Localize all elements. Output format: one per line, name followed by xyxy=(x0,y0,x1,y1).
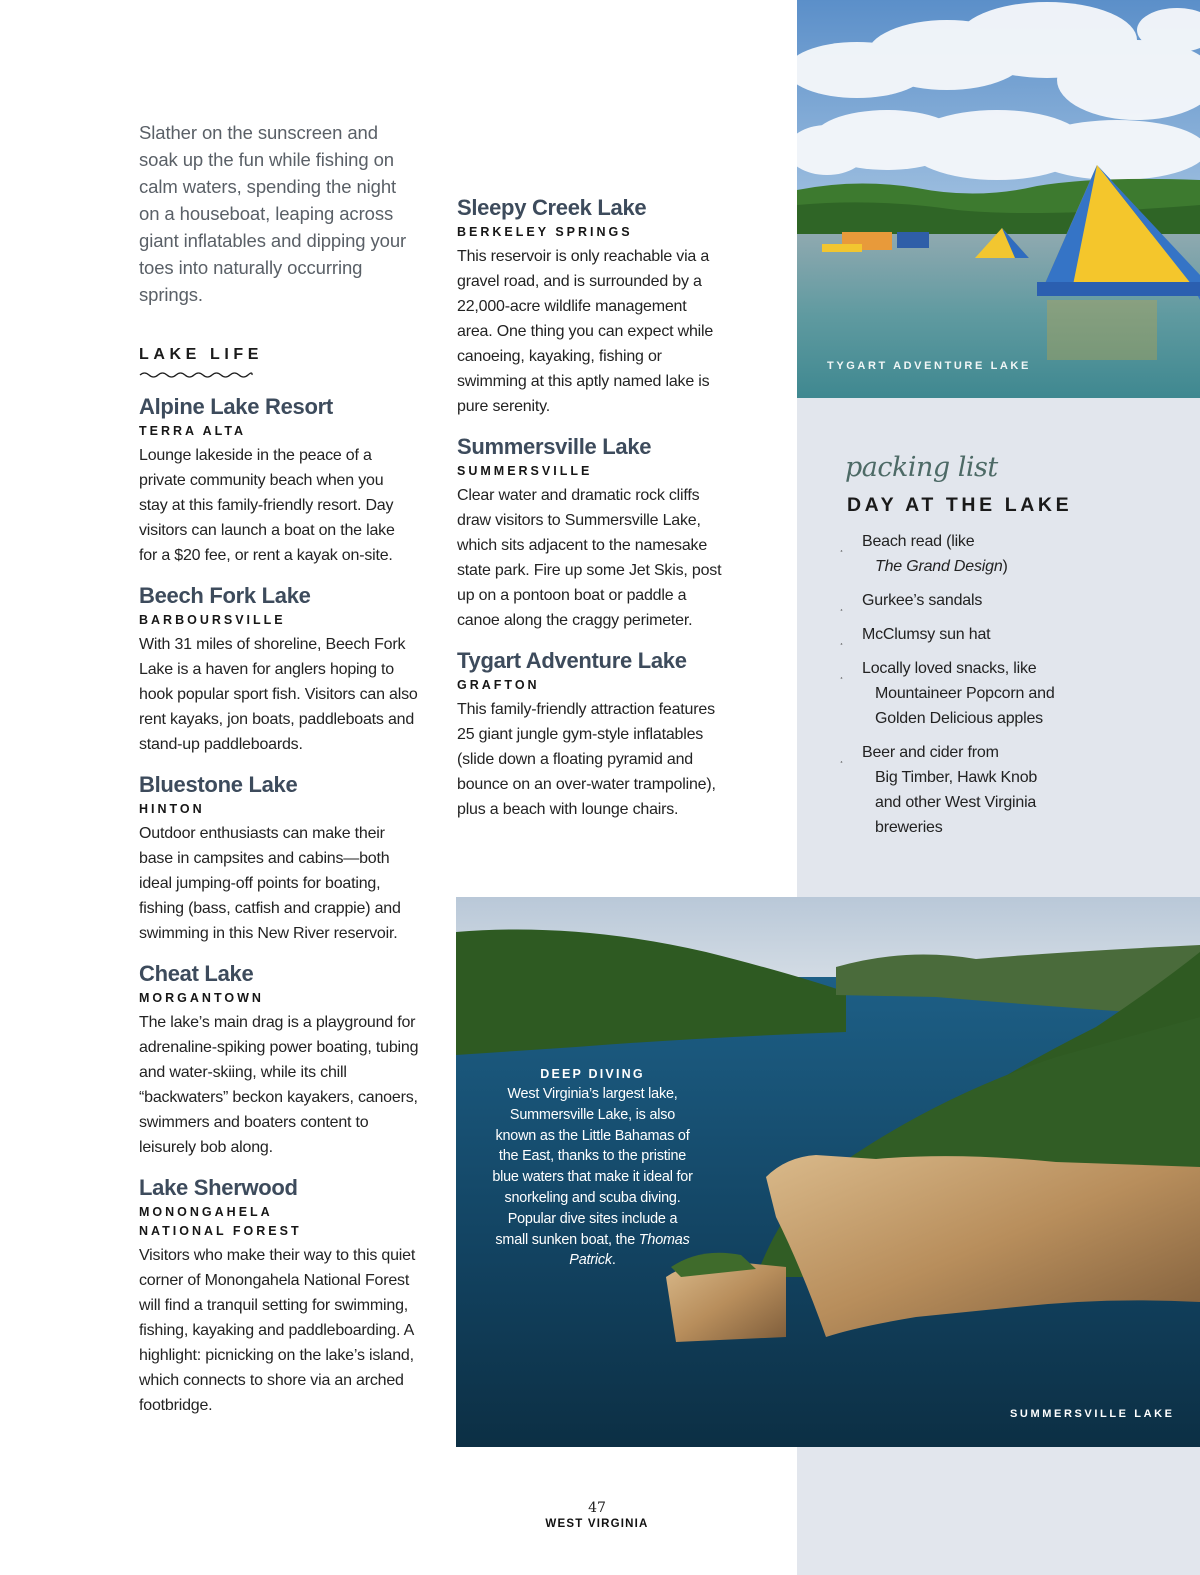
lake-title: Bluestone Lake xyxy=(139,772,298,797)
bullet-icon: ¸ xyxy=(840,669,844,680)
item-continuation: Mountaineer Popcorn and Golden Delicious apples xyxy=(875,685,1055,727)
lake-list-middle xyxy=(457,194,757,822)
bullet-icon: ¸ xyxy=(840,635,844,646)
deep-diving-caption xyxy=(490,1067,695,1271)
page-number: 47 xyxy=(588,1500,606,1516)
photo-credit-summersville: SUMMERSVILLE LAKE xyxy=(1010,1408,1175,1420)
book-title: The Grand Design xyxy=(875,558,1003,575)
item-text: Beach read (like xyxy=(862,533,975,550)
packing-list-script-label: packing list xyxy=(845,452,998,483)
lake-location: MONONGAHELA NATIONAL FOREST xyxy=(139,1205,302,1238)
boat-name: Thomas Patrick xyxy=(569,1231,690,1269)
bullet-icon: ¸ xyxy=(840,601,844,612)
wave-icon xyxy=(139,370,253,380)
bullet-icon: ¸ xyxy=(840,753,844,764)
item-text: McClumsy sun hat xyxy=(862,626,991,643)
lake-location: BERKELEY SPRINGS xyxy=(457,225,633,239)
item-text: Beer and cider from xyxy=(862,744,999,761)
intro-paragraph: Slather on the sunscreen and soak up the fun while fishing on calm waters, spending the night on a houseboat, leaping across giant inflatables and dipping your toes into naturally occurring springs. xyxy=(139,122,407,305)
lake-entry xyxy=(457,194,757,419)
lake-location: TERRA ALTA xyxy=(139,424,247,438)
lake-entry xyxy=(139,393,439,568)
item-continuation: Big Timber, Hawk Knob and other West Virginia breweries xyxy=(875,769,1038,836)
item-text: Gurkee’s sandals xyxy=(862,592,983,609)
lake-entry xyxy=(139,582,439,757)
publication-name: WEST VIRGINIA xyxy=(545,1518,649,1530)
caption-text-end: . xyxy=(611,1252,616,1269)
lake-title: Tygart Adventure Lake xyxy=(457,648,687,673)
lake-description: Lounge lakeside in the peace of a private community beach when you stay at this family-friendly resort. Day visitors can launch a boat on the lake for a $20 fee, or rent a kayak on-site. xyxy=(139,447,395,564)
lake-location: MORGANTOWN xyxy=(139,991,264,1005)
lake-list-left xyxy=(139,393,439,1418)
lake-entry xyxy=(457,433,757,633)
packing-list-item xyxy=(840,740,1080,840)
lake-title: Sleepy Creek Lake xyxy=(457,195,647,220)
lake-description: This reservoir is only reachable via a gravel road, and is surrounded by a 22,000-acre wildlife management area. One thing you can expect while canoeing, kayaking, fishing or swimming at this aptly named lake is pure serenity. xyxy=(457,248,714,415)
lake-location: SUMMERSVILLE xyxy=(457,464,593,478)
photo-credit-tygart: TYGART ADVENTURE LAKE xyxy=(827,360,1031,372)
item-text-suffix: ) xyxy=(1002,558,1008,575)
lake-description: Outdoor enthusiasts can make their base in campsites and cabins—both ideal jumping-off points for boating, fishing (bass, catfish and crappie) and swimming in this New River reservoir. xyxy=(139,825,401,942)
lake-location: GRAFTON xyxy=(457,678,540,692)
lake-location: BARBOURSVILLE xyxy=(139,613,286,627)
tygart-lake-photo xyxy=(797,0,1200,398)
packing-list-item xyxy=(840,588,1080,613)
lake-title: Summersville Lake xyxy=(457,434,652,459)
lake-title: Cheat Lake xyxy=(139,961,254,986)
lake-title: Alpine Lake Resort xyxy=(139,394,333,419)
page-footer xyxy=(497,1500,697,1530)
lake-entry xyxy=(139,960,439,1160)
inflatables-photo-illustration xyxy=(797,0,1200,398)
packing-list-item xyxy=(840,656,1080,731)
lake-location: HINTON xyxy=(139,802,205,816)
lake-title: Beech Fork Lake xyxy=(139,583,311,608)
section-label: LAKE LIFE xyxy=(139,346,264,363)
packing-list-title: DAY AT THE LAKE xyxy=(847,494,1073,516)
packing-list xyxy=(840,529,1080,849)
lake-entry xyxy=(139,1174,439,1418)
lake-description: With 31 miles of shoreline, Beech Fork Lake is a haven for anglers hoping to hook popular sport fish. Visitors can also rent kayaks, jon boats, paddleboats and stand-up paddleboards. xyxy=(139,636,418,753)
lake-description: Clear water and dramatic rock cliffs draw visitors to Summersville Lake, which sits adjacent to the namesake state park. Fire up some Jet Skis, post up on a pontoon boat or paddle a canoe along the craggy perimeter. xyxy=(457,487,722,629)
bullet-icon: ¸ xyxy=(840,542,844,553)
item-text: Locally loved snacks, like xyxy=(862,660,1037,677)
item-continuation xyxy=(862,554,1080,579)
lake-entry xyxy=(457,647,757,822)
lake-description: Visitors who make their way to this quiet corner of Monongahela National Forest will find a tranquil setting for swimming, fishing, kayaking and paddleboarding. A highlight: picnicking on the lake’s island, which connects to shore via an arched footbridge. xyxy=(139,1247,416,1414)
caption-title: DEEP DIVING xyxy=(540,1067,645,1081)
lake-title: Lake Sherwood xyxy=(139,1175,298,1200)
packing-list-item xyxy=(840,529,1080,579)
caption-body xyxy=(490,1084,695,1271)
packing-list-item xyxy=(840,622,1080,647)
lake-entry xyxy=(139,771,439,946)
caption-text: West Virginia’s largest lake, Summersville Lake, is also known as the Little Bahamas of the East, thanks to the pristine blue waters that make it ideal for snorkeling and scuba diving. Popular dive sites include a small sunken boat, the xyxy=(492,1086,693,1248)
lake-description: The lake’s main drag is a playground for adrenaline-spiking power boating, tubing and water-skiing, while its chill “backwaters” beckon kayakers, canoers, swimmers and boaters content to leisurely bob along. xyxy=(139,1014,419,1156)
lake-description: This family-friendly attraction features 25 giant jungle gym-style inflatables (slide down a floating pyramid and bounce on an over-water trampoline), plus a beach with lounge chairs. xyxy=(457,701,716,818)
